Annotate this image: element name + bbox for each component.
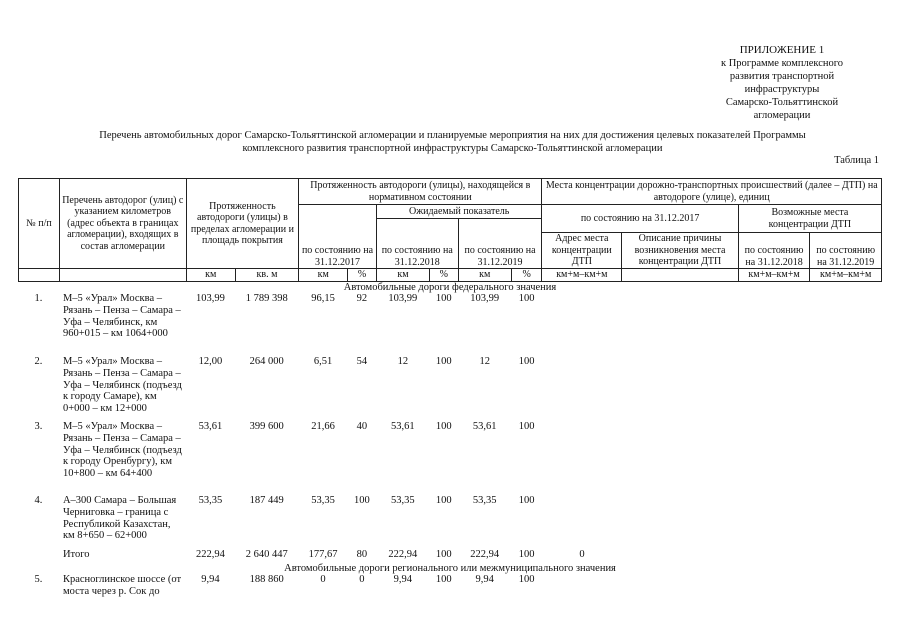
row-num: 1.	[34, 293, 43, 304]
row-n19-km: 53,61	[472, 421, 497, 432]
header-expected: Ожидаемый показатель	[376, 205, 542, 219]
row-n19-pct: 100	[518, 495, 535, 506]
row-km: 9,94	[201, 574, 220, 585]
row-n19-pct: 100	[518, 574, 535, 585]
total-km: 222,94	[195, 549, 225, 560]
row-n17-pct: 54	[356, 356, 368, 367]
annex-line: развития транспортной	[729, 71, 835, 82]
unit-cell: км	[186, 269, 235, 282]
row-n19-km: 9,94	[475, 574, 494, 585]
row-n18-pct: 100	[435, 293, 452, 304]
table-row	[18, 421, 882, 495]
header-dtp-2019: по состоянию на 31.12.2019	[810, 233, 882, 269]
unit-cell: км+м–км+м	[810, 269, 882, 282]
table-label: Таблица 1	[834, 155, 879, 166]
row-n19-km: 53,35	[472, 495, 497, 506]
header-dtp: Места концентрации дорожно-транспортных происшествий (далее – ДТП) на автодороге (улице), единиц	[542, 179, 882, 205]
annex-heading: ПРИЛОЖЕНИЕ 1	[739, 44, 825, 56]
row-n17-km: 96,15	[311, 293, 335, 304]
table-header	[18, 178, 882, 282]
total-dtp: 0	[579, 549, 585, 560]
row-n17-pct: 92	[356, 293, 368, 304]
row-n18-pct: 100	[435, 495, 452, 506]
table-row	[18, 356, 882, 421]
row-km: 12,00	[198, 356, 223, 367]
row-n17-km: 6,51	[313, 356, 333, 367]
header-dtp-2018: по состоянию на 31.12.2018	[738, 233, 810, 269]
unit-cell: %	[430, 269, 459, 282]
row-n19-pct: 100	[518, 293, 535, 304]
unit-cell: %	[348, 269, 377, 282]
row-n19-km: 12	[479, 356, 490, 367]
unit-cell	[59, 269, 186, 282]
row-n18-km: 103,99	[388, 293, 418, 304]
row-area: 399 600	[249, 421, 284, 432]
row-road-name: М–5 «Урал» Москва – Рязань – Пенза – Самара – Уфа – Челябинск (подъезд к городу Оренбургу), км 10+800 – км 64+400	[62, 421, 182, 480]
annex-line: Самарско-Тольяттинской	[725, 97, 839, 108]
header-road-list: Перечень автодорог (улиц) с указанием километров (адрес объекта в границах агломерации), входящих в состав агломерации	[59, 179, 186, 269]
row-num: 5.	[34, 574, 43, 585]
unit-cell	[622, 269, 739, 282]
header-num: № п/п	[19, 179, 60, 269]
row-n18-pct: 100	[435, 421, 452, 432]
row-n18-pct: 100	[435, 574, 452, 585]
unit-cell: км	[299, 269, 348, 282]
row-km: 103,99	[195, 293, 225, 304]
total-n19-km: 222,94	[470, 549, 500, 560]
row-n17-km: 21,66	[311, 421, 335, 432]
section-federal: Автомобильные дороги федерального значения	[343, 282, 557, 293]
row-num: 3.	[34, 421, 43, 432]
row-road-name: А–300 Самара – Большая Черниговка – граница с Республикой Казахстан, км 8+650 – 62+000	[62, 495, 177, 542]
section-regional: Автомобильные дороги регионального или межмуниципального значения	[284, 563, 616, 574]
row-km: 53,61	[198, 421, 223, 432]
unit-cell: %	[511, 269, 542, 282]
unit-cell: км+м–км+м	[542, 269, 622, 282]
row-n17-km: 53,35	[311, 495, 335, 506]
document-title	[60, 129, 845, 155]
row-area: 264 000	[249, 356, 284, 367]
total-n18-km: 222,94	[388, 549, 418, 560]
row-n17-km: 0	[320, 574, 326, 585]
row-km: 53,35	[198, 495, 223, 506]
header-as-of-2017: по состоянию на 31.12.2017	[299, 205, 377, 269]
table-body	[18, 282, 882, 602]
annex-line: к Программе комплексного	[720, 58, 844, 69]
row-n18-pct: 100	[435, 356, 452, 367]
header-as-of-2018: по состоянию на 31.12.2018	[376, 219, 458, 269]
row-area: 188 860	[249, 574, 284, 585]
total-n17-km: 177,67	[308, 549, 338, 560]
row-road-name: Красноглинское шоссе (от моста через р. Сок до	[62, 574, 182, 597]
row-road-name: М–5 «Урал» Москва – Рязань – Пенза – Самара – Уфа – Челябинск (подъезд к городу Самаре), км 0+000 – км 12+000	[62, 356, 182, 415]
header-dtp-description: Описание причины возникновения места концентрации ДТП	[622, 233, 739, 269]
title-line: Перечень автомобильных дорог Самарско-Тольяттинской агломерации и планируемые мероприятия на них для достижения целевых показателей Программы	[99, 130, 806, 141]
row-n19-pct: 100	[518, 421, 535, 432]
header-dtp-address: Адрес места концентрации ДТП	[542, 233, 622, 269]
header-as-of-2019: по состоянию на 31.12.2019	[458, 219, 542, 269]
row-n18-km: 9,94	[393, 574, 413, 585]
row-n17-pct: 40	[356, 421, 368, 432]
total-row	[18, 549, 882, 563]
total-n17-pct: 80	[356, 549, 368, 560]
row-n18-km: 12	[397, 356, 409, 367]
header-dtp-as-of-2017: по состоянию на 31.12.2017	[542, 205, 738, 233]
title-line: комплексного развития транспортной инфраструктуры Самарско-Тольяттинской агломерации	[242, 143, 663, 154]
header-normative: Протяженность автодороги (улицы), находящейся в нормативном состоянии	[299, 179, 542, 205]
row-road-name: М–5 «Урал» Москва – Рязань – Пенза – Самара – Уфа – Челябинск, км 960+015 – км 1064+000	[62, 293, 181, 340]
total-area: 2 640 447	[245, 549, 288, 560]
row-area: 187 449	[249, 495, 284, 506]
total-n19-pct: 100	[518, 549, 535, 560]
total-n18-pct: 100	[435, 549, 452, 560]
table-row	[18, 495, 882, 549]
table-row	[18, 293, 882, 356]
row-n17-pct: 100	[354, 495, 370, 506]
row-num: 4.	[34, 495, 43, 506]
row-n17-pct: 0	[359, 574, 365, 585]
row-num: 2.	[34, 356, 43, 367]
row-n19-pct: 100	[518, 356, 535, 367]
total-label: Итого	[62, 549, 90, 560]
annex-block	[697, 44, 867, 122]
unit-cell: км	[458, 269, 511, 282]
row-n18-km: 53,35	[391, 495, 415, 506]
unit-cell: км+м–км+м	[738, 269, 810, 282]
header-length: Протяженность автодороги (улицы) в пределах агломерации и площадь покрытия	[186, 179, 298, 269]
table-row	[18, 574, 882, 602]
unit-cell: км	[376, 269, 429, 282]
annex-line: агломерации	[753, 110, 811, 121]
row-area: 1 789 398	[245, 293, 288, 304]
header-possible: Возможные места концентрации ДТП	[738, 205, 881, 233]
row-n19-km: 103,99	[470, 293, 500, 304]
unit-cell	[19, 269, 60, 282]
row-n18-km: 53,61	[391, 421, 415, 432]
unit-cell: кв. м	[235, 269, 298, 282]
annex-line: инфраструктуры	[744, 84, 820, 95]
